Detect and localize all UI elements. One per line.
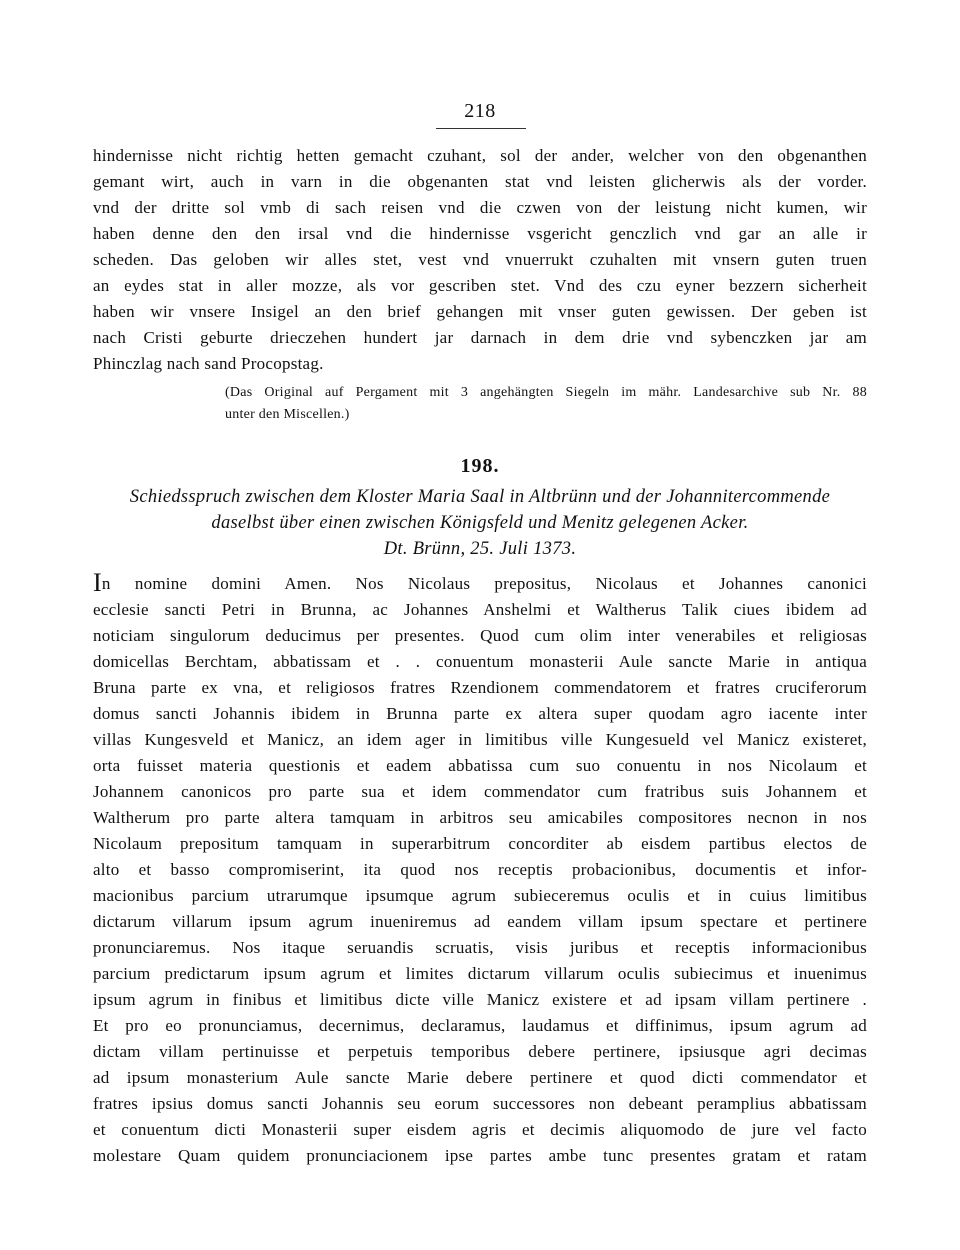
text-line: villas Kungesveld et Manicz, an idem ager in limitibus ville Kungesueld vel Manicz existeret, xyxy=(93,730,867,749)
text-line: nach Cristi geburte drieczehen hundert jar darnach in dem drie vnd sybenczken jar am xyxy=(93,328,867,347)
source-note xyxy=(225,382,867,426)
text-line: ecclesie sancti Petri in Brunna, ac Johannes Anshelmi et Waltherus Talik ciues ibidem ad xyxy=(93,600,867,619)
first-line-text: n nomine domini Amen. Nos Nicolaus prepositus, Nicolaus et Johannes canonici xyxy=(101,574,867,593)
initial-letter: I xyxy=(93,568,102,597)
text-line: vnd der dritte sol vmb di sach reisen vnd die czwen von der leistung nicht kumen, wir xyxy=(93,198,867,217)
text-line: Bruna parte ex vna, et religiosos fratres Rzendionem commendatorem et fratres cruciferorum xyxy=(93,678,867,697)
text-line: fratres ipsius domus sancti Johannis seu eorum successores non debeant peramplius abbatissam xyxy=(93,1094,867,1113)
text-line: ad ipsum monasterium Aule sancte Marie debere pertinere et quod dicti commendator et xyxy=(93,1068,867,1087)
text-line: dictarum villarum ipsum agrum inueniremus ad eandem villam ipsum spectare et pertinere xyxy=(93,912,867,931)
text-line: Et pro eo pronunciamus, decernimus, declaramus, laudamus et diffinimus, ipsum agrum ad xyxy=(93,1016,867,1035)
document-title xyxy=(93,484,867,562)
text-line: molestare Quam quidem pronunciacionem ipse partes ambe tunc presentes gratam et ratam xyxy=(93,1146,867,1165)
text-line: ipsum agrum in finibus et limitibus dicte ville Manicz existere et ad ipsam villam pertinere . xyxy=(93,990,867,1009)
page-number-rule xyxy=(436,128,526,129)
text-line: parcium predictarum ipsum agrum et limites dictarum villarum oculis subiecimus et inuenimus xyxy=(93,964,867,983)
source-note-line: (Das Original auf Pergament mit 3 angehängten Siegeln im mähr. Landesarchive sub Nr. 88 xyxy=(225,385,867,400)
document-body xyxy=(93,568,867,1169)
text-line: domus sancti Johannis ibidem in Brunna parte ex altera super quodam agro iacente inter xyxy=(93,704,867,723)
text-line: pronunciaremus. Nos itaque seruandis scruatis, visis juribus et receptis informacionibus xyxy=(93,938,867,957)
text-line: alto et basso compromiserint, ita quod nos receptis probacionibus, documentis et infor- xyxy=(93,860,867,879)
source-note-line: unter den Miscellen.) xyxy=(225,407,350,422)
text-line: orta fuisset materia questionis et eadem abbatissa cum suo conuentu in nos Nicolaum et xyxy=(93,756,867,775)
text-line: macionibus parcium utrarumque ipsumque agrum subieceremus oculis et in cuius limitibus xyxy=(93,886,867,905)
document-date: Dt. Brünn, 25. Juli 1373. xyxy=(383,539,577,559)
text-line: dictam villam pertinuisse et perpetuis temporibus debere pertinere, ipsiusque agri decimas xyxy=(93,1042,867,1061)
previous-document-text xyxy=(93,143,867,377)
text-line: Phinczlag nach sand Procopstag. xyxy=(93,354,324,373)
title-line: daselbst über einen zwischen Königsfeld und Menitz gelegenen Acker. xyxy=(211,513,749,533)
page-number: 218 xyxy=(464,100,496,122)
text-line: hindernisse nicht richtig hetten gemacht czuhant, sol der ander, welcher von den obgenanthen xyxy=(93,146,867,165)
text-line: an eydes stat in aller mozze, als vor gescriben stet. Vnd des czu eyner bezzern sicherheit xyxy=(93,276,867,295)
text-line: Waltherum pro parte altera tamquam in arbitros seu amicabiles compositores necnon in nos xyxy=(93,808,867,827)
text-line: et conuentum dicti Monasterii super eisdem agris et decimis aliquomodo de jure vel facto xyxy=(93,1120,867,1139)
document-number: 198. xyxy=(460,455,500,477)
text-line: haben denne den den irsal vnd die hindernisse vsgericht genczlich vnd gar an alle ir xyxy=(93,224,867,243)
title-line: Schiedsspruch zwischen dem Kloster Maria Saal in Altbrünn und der Johannitercommende xyxy=(129,487,831,507)
text-line: gemant wirt, auch in varn in die obgenanten stat vnd leisten glicherwis als der vorder. xyxy=(93,172,867,191)
text-line: haben wir vnsere Insigel an den brief gehangen mit vnser guten gewissen. Der geben ist xyxy=(93,302,867,321)
text-line-first xyxy=(93,568,867,597)
text-line: noticiam singulorum deducimus per presentes. Quod cum olim inter venerabiles et religiosas xyxy=(93,626,867,645)
text-line: scheden. Das geloben wir alles stet, vest vnd vnuerrukt czuhalten mit vnsern guten truen xyxy=(93,250,867,269)
text-line: Johannem canonicos pro parte sua et idem commendator cum fratribus suis Johannem et xyxy=(93,782,867,801)
text-line: domicellas Berchtam, abbatissam et . . conuentum monasterii Aule sancte Marie in antiqua xyxy=(93,652,867,671)
text-line: Nicolaum prepositum tamquam in superarbitrum concorditer ab eisdem partibus electos de xyxy=(93,834,867,853)
